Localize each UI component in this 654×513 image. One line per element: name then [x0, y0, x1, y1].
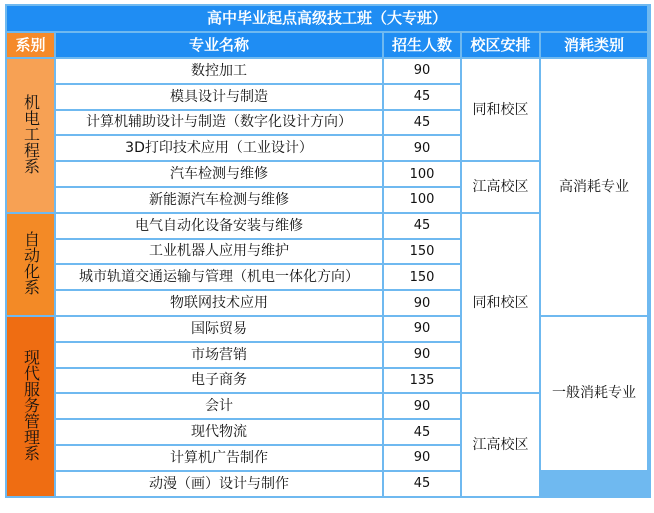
- enrollment-count: 90: [384, 446, 460, 470]
- major-name: 国际贸易: [56, 317, 382, 341]
- enrollment-count: 45: [384, 420, 460, 444]
- major-name: 市场营销: [56, 343, 382, 367]
- campus-cell: 江高校区: [462, 394, 539, 495]
- major-name: 电子商务: [56, 369, 382, 393]
- enrollment-count: 45: [384, 85, 460, 109]
- dept-label: 机电工程系: [21, 93, 41, 174]
- major-name: 模具设计与制造: [56, 85, 382, 109]
- enrollment-count: 90: [384, 343, 460, 367]
- major-name: 数控加工: [56, 59, 382, 83]
- campus-cell: 江高校区: [462, 162, 539, 212]
- enrollment-count: 90: [384, 317, 460, 341]
- enrollment-count: 90: [384, 291, 460, 315]
- dept-cell-service-management: [7, 317, 54, 496]
- header-dept: 系别: [7, 33, 54, 57]
- enrollment-count: 150: [384, 240, 460, 264]
- enrollment-count: 45: [384, 472, 460, 496]
- major-name: 汽车检测与维修: [56, 162, 382, 186]
- major-name: 现代物流: [56, 420, 382, 444]
- major-name: 新能源汽车检测与维修: [56, 188, 382, 212]
- major-name: 动漫（画）设计与制作: [56, 472, 382, 496]
- major-name: 工业机器人应用与维护: [56, 240, 382, 264]
- enrollment-count: 45: [384, 214, 460, 238]
- table-row: [7, 59, 649, 83]
- header-major: 专业名称: [56, 33, 382, 57]
- enrollment-count: 45: [384, 111, 460, 135]
- dept-label: 现代服务管理系: [21, 348, 41, 461]
- campus-cell: 同和校区: [462, 59, 539, 160]
- table-title: 高中毕业起点高级技工班（大专班）: [7, 6, 647, 31]
- enrollment-count: 90: [384, 136, 460, 160]
- dept-cell-mechatronics: [7, 59, 54, 212]
- admissions-table: [5, 4, 651, 498]
- major-name: 会计: [56, 394, 382, 418]
- major-name: 城市轨道交通运输与管理（机电一体化方向）: [56, 265, 382, 289]
- dept-label: 自动化系: [21, 230, 41, 295]
- enrollment-count: 100: [384, 188, 460, 212]
- header-consumption: 消耗类别: [541, 33, 647, 57]
- consumption-cell-high: 高消耗专业: [541, 59, 647, 315]
- major-name: 计算机辅助设计与制造（数字化设计方向）: [56, 111, 382, 135]
- major-name: 物联网技术应用: [56, 291, 382, 315]
- table-row: [7, 317, 649, 341]
- dept-cell-automation: [7, 214, 54, 315]
- major-name: 计算机广告制作: [56, 446, 382, 470]
- major-name: 电气自动化设备安装与维修: [56, 214, 382, 238]
- consumption-cell-general: 一般消耗专业: [541, 317, 647, 470]
- header-count: 招生人数: [384, 33, 460, 57]
- header-campus: 校区安排: [462, 33, 539, 57]
- campus-cell: 同和校区: [462, 214, 539, 393]
- enrollment-count: 150: [384, 265, 460, 289]
- major-name: 3D打印技术应用（工业设计）: [56, 136, 382, 160]
- enrollment-count: 90: [384, 394, 460, 418]
- enrollment-count: 135: [384, 369, 460, 393]
- table-row: [7, 472, 649, 496]
- enrollment-count: 90: [384, 59, 460, 83]
- enrollment-count: 100: [384, 162, 460, 186]
- admissions-table-container: [5, 4, 649, 498]
